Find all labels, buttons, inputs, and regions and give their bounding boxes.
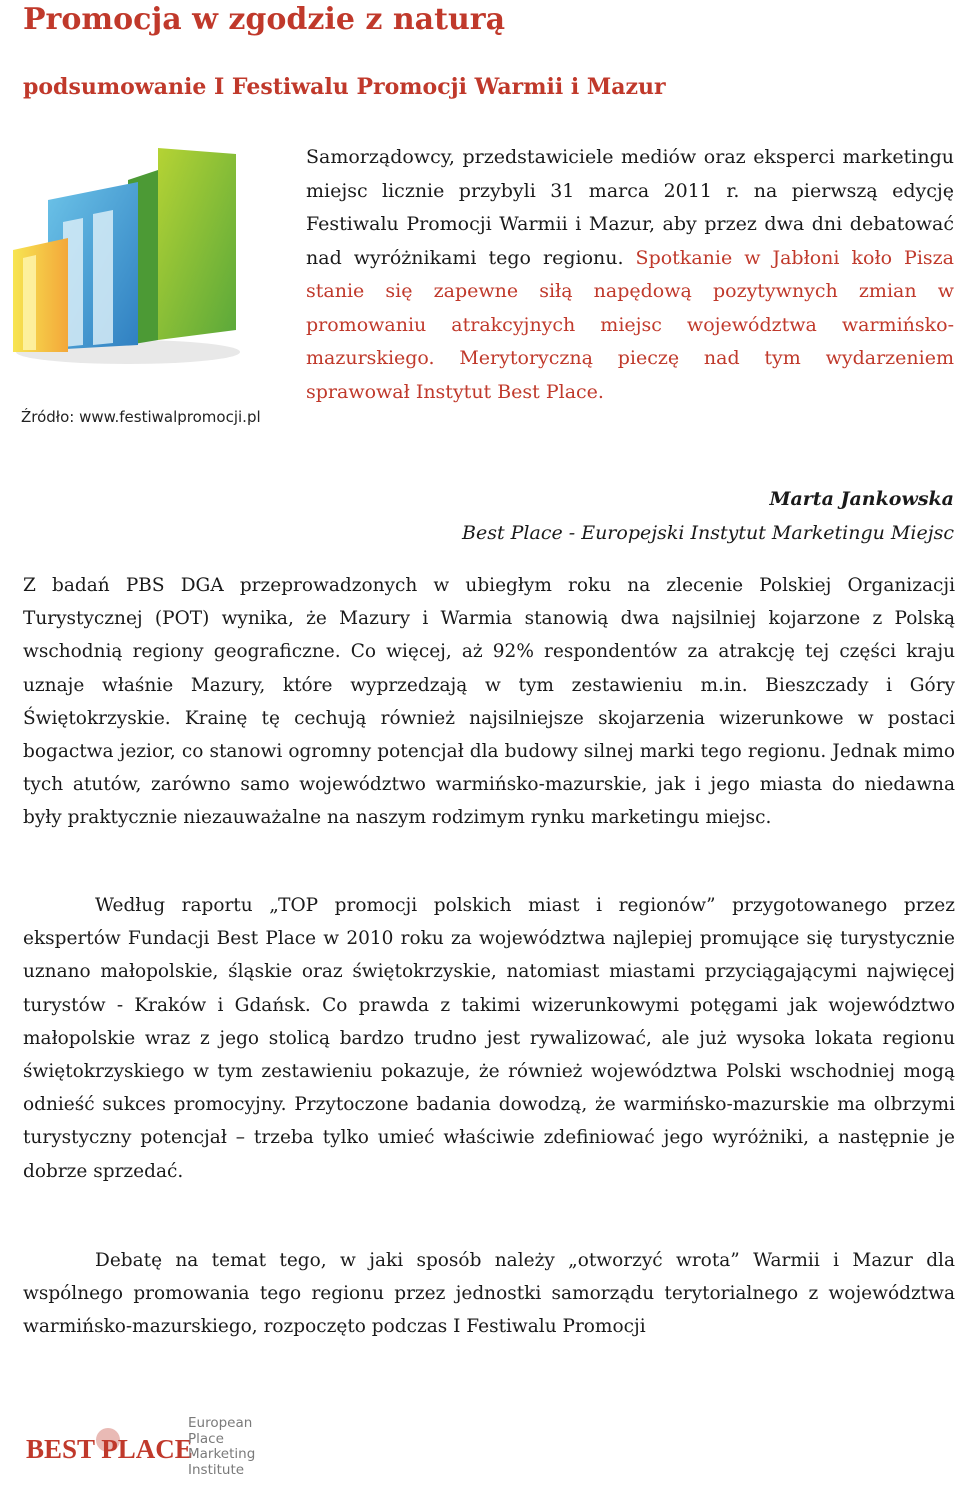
lead-paragraph bbox=[306, 141, 954, 409]
lead-text: Samorządowcy, przedstawiciele mediów oraz eksperci marketingu miejsc licznie przybyli 31 marca 2011 r. na pierwszą edycję Festiwalu Promocji Warmii i Mazur, aby przez dwa dni debatować nad wyróżnikami tego regionu. bbox=[306, 146, 954, 269]
lead-highlight-text: Spotkanie w Jabłoni koło Pisza stanie się zapewne siłą napędową pozytywnych zmian w promowaniu atrakcyjnych miejsc województwa warmińsko-mazurskiego. Merytoryczną pieczę nad tym wydarzeniem sprawował Instytut Best Place. bbox=[306, 246, 955, 403]
body-paragraph-3: Debatę na temat tego, w jaki sposób należy „otworzyć wrota” Warmii i Mazur dla wspólnego promowania tego regionu przez jednostki samorządu terytorialnego z województwa warmińsko-mazurskiego, rozpoczęto podczas I Festiwalu Promocji bbox=[23, 1250, 955, 1338]
author-affiliation: Best Place - Europejski Instytut Marketingu Miejsc bbox=[462, 522, 954, 544]
body-paragraph-1: Z badań PBS DGA przeprowadzonych w ubiegłym roku na zlecenie Polskiej Organizacji Turystycznej (POT) wynika, że Mazury i Warmia stanowią dwa najsilniej kojarzone z Polską wschodnią regiony geograficzne. Co więcej, aż 92% respondentów za atrakcję tej części kraju uznaje właśnie Mazury, które wyprzedzają w tym zestawieniu m.in. Bieszczady i Góry Świętokrzyskie. Krainę tę cechują również najsilniejsze skojarzenia wizerunkowe w postaci bogactwa jezior, co stanowi ogromny potencjał dla budowy silnej marki tego regionu. Jednak mimo tych atutów, zarówno samo województwo warmińsko-mazurskie, jak i jego miasta do niedawna były praktycznie niezauważalne na naszym rodzimym rynku marketingu miejsc. bbox=[23, 575, 955, 829]
festival-logo-graphic bbox=[8, 140, 248, 370]
tagline-line: Institute bbox=[188, 1461, 245, 1478]
tagline-line: Marketing bbox=[188, 1446, 256, 1462]
best-place-brand: BEST PLACE bbox=[26, 1434, 193, 1464]
body-paragraph-2: Według raportu „TOP promocji polskich miast i regionów” przygotowanego przez ekspertów Fundacji Best Place w 2010 roku za województwa najlepiej promujące się turystycznie uznano małopolskie, śląskie oraz świętokrzyskie, natomiast miastami przyciągającymi najwięcej turystów - Kraków i Gdańsk. Co prawda z takimi wizerunkowymi potęgami jak województwo małopolskie wraz z jego stolicą bardzo trudno jest rywalizować, ale już wysoka lokata regionu świętokrzyskiego w tym zestawieniu pokazuje, że również województwa Polski wschodniej mogą odnieść sukces promocyjny. Przytoczone badania dowodzą, że warmińsko-mazurskie ma olbrzymi turystyczny potencjał – trzeba tylko umieć właściwie zdefiniować jego wyróżniki, a następnie je dobrze sprzedać. bbox=[23, 895, 955, 1182]
tagline-line: European bbox=[188, 1415, 253, 1431]
author-name: Marta Jankowska bbox=[769, 488, 954, 510]
best-place-logo bbox=[26, 1416, 286, 1482]
page-title: Promocja w zgodzie z naturą bbox=[23, 2, 506, 37]
logo-source-caption: Źródło: www.festiwalpromocji.pl bbox=[21, 408, 261, 426]
best-place-tagline bbox=[188, 1416, 255, 1478]
page-subtitle: podsumowanie I Festiwalu Promocji Warmii i Mazur bbox=[23, 74, 666, 100]
tagline-line: Place bbox=[188, 1430, 224, 1447]
author-block bbox=[462, 482, 954, 550]
